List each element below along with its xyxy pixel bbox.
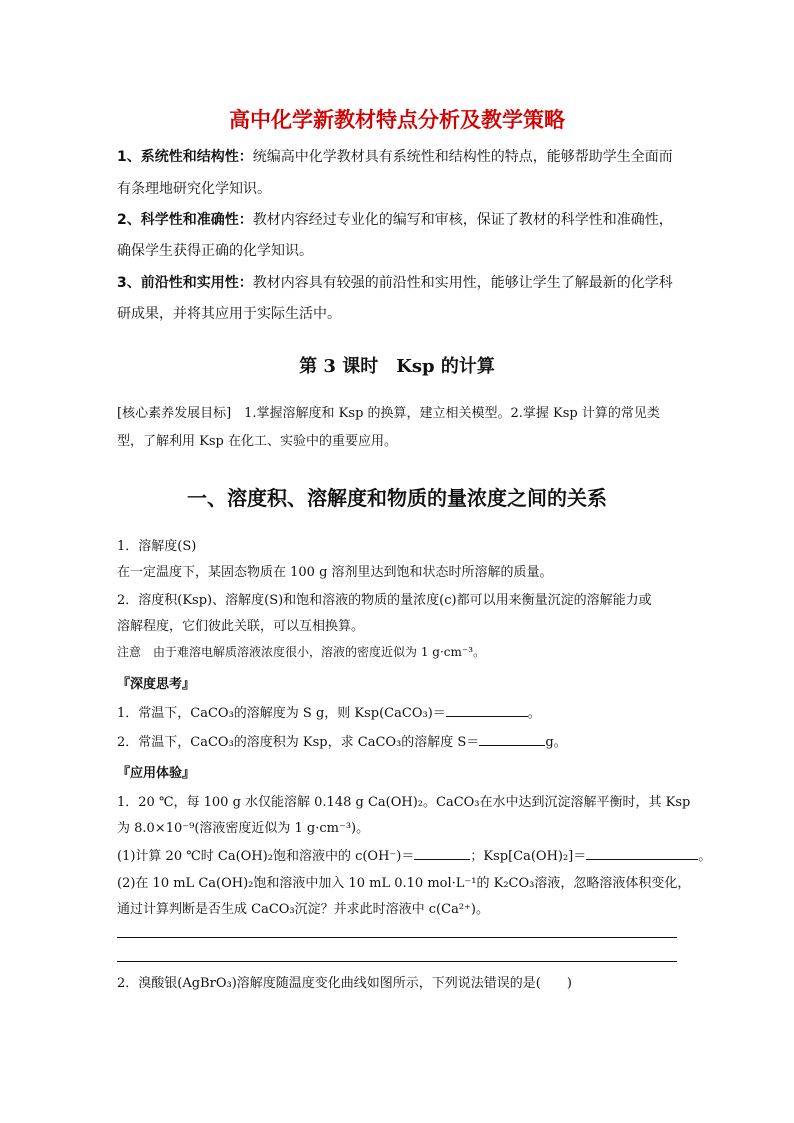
practice-problem-1-line-1: 1．20 ℃，每 100 g 水仅能溶解 0.148 g Ca(OH)₂。CaCO₃在水中达到沉淀溶解平衡时，其 Ksp	[117, 795, 691, 810]
note-text: 注意 由于难溶电解质溶液浓度很小，溶液的密度近似为 1 g·cm⁻³。	[117, 645, 486, 659]
feature-1-line-1	[117, 146, 673, 166]
deep-question-1-text: 1．常温下，CaCO₃的溶解度为 S g，则 Ksp(CaCO₃)＝	[117, 706, 446, 721]
feature-2-line-1	[117, 209, 673, 229]
feature-3-line-2: 研成果，并将其应用于实际生活中。	[117, 306, 341, 322]
deep-question-2	[117, 731, 567, 750]
subquestion-1-end: 。	[698, 849, 712, 864]
lesson-title: 第 3 课时 Ksp 的计算	[299, 356, 495, 377]
ksp-relation-line-1: 2．溶度积(Ksp)、溶解度(S)和饱和溶液的物质的量浓度(c)都可以用来衡量沉淀的溶解能力或	[117, 593, 652, 608]
answer-line[interactable]	[117, 961, 677, 962]
answer-line[interactable]	[117, 937, 677, 938]
goals-line-2: 型，了解利用 Ksp 在化工、实验中的重要应用。	[117, 434, 397, 449]
practice-problem-1-line-2: 为 8.0×10⁻⁹(溶液密度近似为 1 g·cm⁻³)。	[117, 821, 370, 836]
practice-problem-2: 2．溴酸银(AgBrO₃)溶解度随温度变化曲线如图所示，下列说法错误的是( )	[117, 976, 572, 991]
deep-question-2-text: 2．常温下，CaCO₃的溶度积为 Ksp，求 CaCO₃的溶解度 S＝	[117, 735, 480, 750]
practice-subquestion-2-line-1: (2)在 10 mL Ca(OH)₂饱和溶液中加入 10 mL 0.10 mol·L⁻¹的 K₂CO₃溶液，忽略溶液体积变化，	[117, 876, 691, 891]
ksp-relation-line-2: 溶解程度，它们彼此关联，可以互相换算。	[117, 619, 365, 634]
feature-1-label: 1、系统性和结构性：	[117, 149, 253, 165]
practice-subquestion-2-line-2: 通过计算判断是否生成 CaCO₃沉淀？并求此时溶液中 c(Ca²⁺)。	[117, 902, 489, 917]
document-title: 高中化学新教材特点分析及教学策略	[229, 108, 565, 132]
feature-2-line-2: 确保学生获得正确的化学知识。	[117, 243, 313, 259]
solubility-definition: 在一定温度下，某固态物质在 100 g 溶剂里达到饱和状态时所溶解的质量。	[117, 565, 553, 580]
subquestion-1-middle: ；Ksp[Ca(OH)₂]＝	[470, 849, 587, 864]
practice-subquestion-1	[117, 845, 711, 864]
feature-1-text: 统编高中化学教材具有系统性和结构性的特点，能够帮助学生全面而	[252, 149, 673, 165]
deep-question-1	[117, 702, 541, 721]
answer-blank[interactable]	[446, 702, 528, 717]
answer-blank[interactable]	[479, 731, 545, 746]
solubility-heading: 1．溶解度(S)	[117, 539, 197, 554]
feature-3-label: 3、前沿性和实用性：	[117, 275, 253, 291]
feature-3-line-1	[117, 272, 673, 292]
feature-3-text: 教材内容具有较强的前沿性和实用性，能够让学生了解最新的化学科	[252, 275, 673, 291]
deep-question-2-end: g。	[545, 735, 567, 750]
answer-blank[interactable]	[414, 845, 470, 860]
deep-question-1-end: 。	[527, 706, 541, 721]
answer-blank[interactable]	[586, 845, 698, 860]
subquestion-1-text: (1)计算 20 ℃时 Ca(OH)₂饱和溶液中的 c(OH⁻)＝	[117, 849, 415, 864]
section-title: 一、溶度积、溶解度和物质的量浓度之间的关系	[187, 486, 607, 510]
feature-2-text: 教材内容经过专业化的编写和审核，保证了教材的科学性和准确性，	[252, 212, 673, 228]
goals-line-1: [核心素养发展目标] 1.掌握溶解度和 Ksp 的换算，建立相关模型。2.掌握 Ksp 计算的常见类	[117, 406, 660, 421]
feature-1-line-2: 有条理地研究化学知识。	[117, 181, 271, 197]
deep-thinking-title: 『深度思考』	[117, 677, 196, 692]
feature-2-label: 2、科学性和准确性：	[117, 212, 253, 228]
practice-title: 『应用体验』	[117, 766, 196, 781]
